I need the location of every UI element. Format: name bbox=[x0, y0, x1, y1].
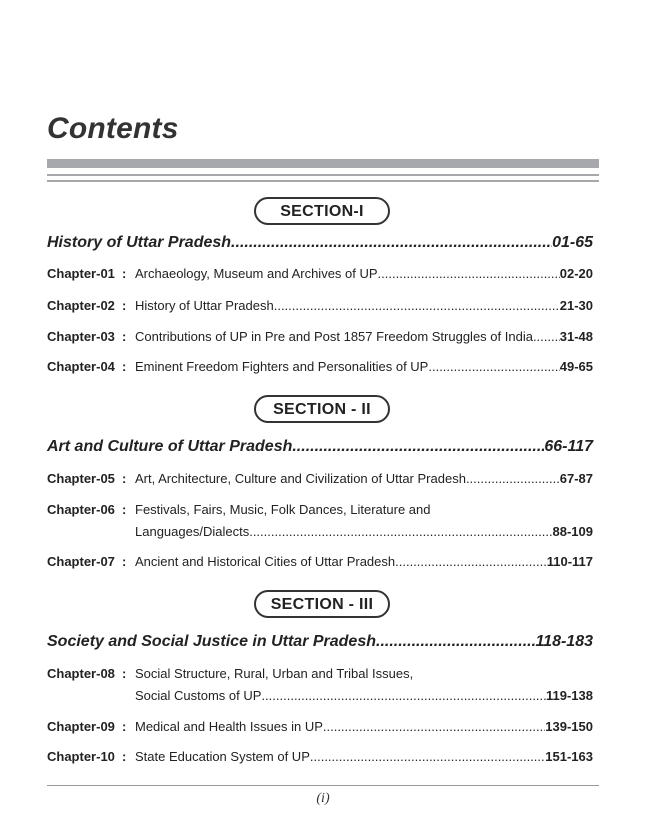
leader-dots bbox=[274, 298, 560, 313]
chapter-pages: 21-30 bbox=[559, 298, 593, 313]
colon: : bbox=[122, 298, 127, 313]
chapter-title: Contributions of UP in Pre and Post 1857 Freedom Struggles of India bbox=[135, 329, 533, 344]
section-label-1: SECTION-I bbox=[254, 197, 390, 225]
colon: : bbox=[122, 749, 127, 764]
leader-dots bbox=[466, 471, 560, 486]
chapter-number: Chapter-09 bbox=[47, 719, 115, 734]
leader-dots bbox=[428, 359, 559, 374]
chapter-number: Chapter-06 bbox=[47, 502, 115, 517]
section-heading-pages: 66-117 bbox=[544, 438, 593, 455]
chapter-pages: 31-48 bbox=[559, 329, 593, 344]
leader-dots bbox=[376, 633, 535, 651]
leader-dots bbox=[261, 688, 546, 703]
leader-dots bbox=[310, 749, 545, 764]
chapter-number: Chapter-04 bbox=[47, 359, 115, 374]
section-label-2: SECTION - II bbox=[254, 395, 390, 423]
chapter-pages: 88-109 bbox=[552, 524, 593, 539]
colon: : bbox=[122, 719, 127, 734]
chapter-pages: 110-117 bbox=[546, 554, 593, 569]
chapter-title: Eminent Freedom Fighters and Personalities of UP bbox=[135, 359, 429, 374]
page-title: Contents bbox=[47, 112, 179, 145]
chapter-title: State Education System of UP bbox=[135, 749, 310, 764]
leader-dots bbox=[378, 266, 560, 281]
leader-dots bbox=[231, 234, 552, 252]
section-heading-1[interactable] bbox=[47, 234, 593, 252]
footer-rule bbox=[47, 785, 599, 786]
chapter-number: Chapter-10 bbox=[47, 749, 115, 764]
leader-dots bbox=[395, 554, 547, 569]
section-heading-2[interactable] bbox=[47, 438, 593, 456]
section-label-3: SECTION - III bbox=[254, 590, 390, 618]
chapter-number: Chapter-05 bbox=[47, 471, 115, 486]
chapter-title: Festivals, Fairs, Music, Folk Dances, Literature and bbox=[135, 502, 431, 517]
colon: : bbox=[122, 666, 127, 681]
chapter-title: Medical and Health Issues in UP bbox=[135, 719, 323, 734]
chapter-title: Social Structure, Rural, Urban and Tribal Issues, bbox=[135, 666, 414, 681]
colon: : bbox=[122, 471, 127, 486]
chapter-pages: 02-20 bbox=[559, 266, 593, 281]
chapter-title: Ancient and Historical Cities of Uttar Pradesh bbox=[135, 554, 396, 569]
section-heading-title: Art and Culture of Uttar Pradesh bbox=[47, 438, 293, 455]
chapter-title: Art, Architecture, Culture and Civilization of Uttar Pradesh bbox=[135, 471, 466, 486]
chapter-number: Chapter-08 bbox=[47, 666, 115, 681]
chapter-title-cont: Languages/Dialects bbox=[135, 524, 250, 539]
chapter-number: Chapter-07 bbox=[47, 554, 115, 569]
chapter-pages: 119-138 bbox=[546, 688, 593, 703]
colon: : bbox=[122, 359, 127, 374]
section-heading-title: History of Uttar Pradesh bbox=[47, 234, 232, 251]
chapter-title: Archaeology, Museum and Archives of UP bbox=[135, 266, 378, 281]
title-rule-thick bbox=[47, 159, 599, 168]
section-heading-3[interactable] bbox=[47, 633, 593, 651]
leader-dots bbox=[323, 719, 545, 734]
section-heading-pages: 118-183 bbox=[535, 633, 593, 650]
chapter-pages: 139-150 bbox=[545, 719, 593, 734]
chapter-pages: 151-163 bbox=[545, 749, 593, 764]
chapter-title-cont: Social Customs of UP bbox=[135, 688, 262, 703]
colon: : bbox=[122, 502, 127, 517]
colon: : bbox=[122, 329, 127, 344]
leader-dots bbox=[249, 524, 552, 539]
chapter-number: Chapter-02 bbox=[47, 298, 115, 313]
leader-dots bbox=[292, 438, 544, 456]
chapter-number: Chapter-03 bbox=[47, 329, 115, 344]
section-heading-pages: 01-65 bbox=[552, 234, 593, 251]
chapter-pages: 67-87 bbox=[559, 471, 593, 486]
colon: : bbox=[122, 554, 127, 569]
chapter-number: Chapter-01 bbox=[47, 266, 115, 281]
title-rule-thin-1 bbox=[47, 174, 599, 176]
chapter-pages: 49-65 bbox=[559, 359, 593, 374]
leader-dots bbox=[533, 329, 560, 344]
chapter-title: History of Uttar Pradesh bbox=[135, 298, 274, 313]
section-heading-title: Society and Social Justice in Uttar Pradesh bbox=[47, 633, 376, 650]
title-rule-thin-2 bbox=[47, 180, 599, 182]
colon: : bbox=[122, 266, 127, 281]
page-number: (i) bbox=[316, 791, 330, 806]
